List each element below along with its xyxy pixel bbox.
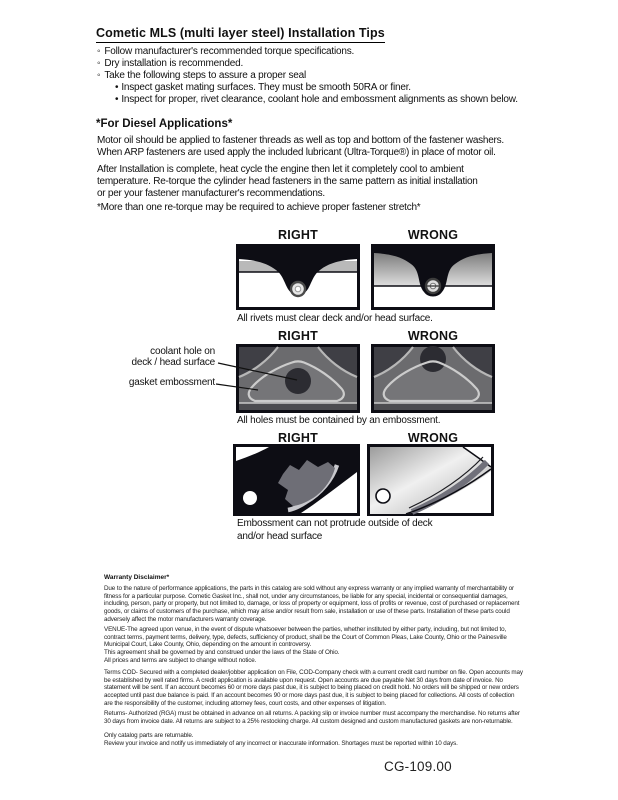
coolant-hole-callout [65, 346, 215, 368]
sub-bullet-item: • Inspect gasket mating surfaces. They must be smooth 50RA or finer. [115, 82, 518, 94]
protrusion-right-diagram [233, 444, 360, 516]
text-line: Review your invoice and notify us immediately of any incorrect or inaccurate information. Shortages must be reported within 10 days. [104, 739, 458, 747]
diesel-paragraph-1 [97, 135, 504, 159]
text-line: or per your fastener manufacturer's recommendations. [97, 188, 325, 200]
rivet-clearance-wrong-diagram [371, 244, 495, 310]
rivet-caption [237, 313, 433, 326]
venue-paragraph [104, 626, 507, 657]
text-line: After Installation is complete, heat cycle the engine then let it completely cool to ambient [97, 164, 464, 175]
text-line: VENUE-The agreed upon venue, in the event of dispute whatsoever between the parties, whether instituted by either party, including, but not limited to, [104, 626, 507, 633]
text-line: Municipal Court, Lake County, Ohio, depending on the amount in controversy. [104, 641, 312, 649]
warranty-disclaimer-heading: Warranty Disclaimer* [104, 574, 170, 581]
wrong-label: WRONG [407, 228, 459, 242]
text-line: Motor oil should be applied to fastener threads as well as top and bottom of the fastener washers. [97, 135, 504, 146]
text-line: goods, or claims of customers of the purchase, which may arise and/or result from sale, installation or use of these parts. Installation of these parts could [104, 608, 510, 616]
text-line: Only catalog parts are returnable. [104, 732, 194, 739]
gasket-embossment-callout [65, 377, 215, 388]
text-line: accepted until past due balance is paid. If an account becomes 90 or more days past due, it is subject to being placed for collections. All costs of collection [104, 692, 515, 700]
text-line: temperature. Re-torque the cylinder head fasteners in the same pattern as initial installation [97, 176, 478, 188]
bullet-item: ◦ Dry installation is recommended. [97, 58, 518, 70]
text-line: contract terms, payment terms, delivery, type, defects, sufficiency of product, shall be the Court of Common Pleas, Lake County, Ohio or the Painesville [104, 633, 507, 641]
protrusion-caption [237, 518, 432, 543]
text-line: Returns- Authorized (RGA) must be obtained in advance on all returns. A packing slip or invoice number must accompany the merchandise. No returns after [104, 710, 520, 717]
text-line: *More than one re-torque may be required to achieve proper fastener stretch* [97, 202, 421, 213]
warranty-paragraph [104, 585, 519, 624]
right-label: RIGHT [278, 431, 318, 445]
text-line: fitness for a particular purpose. Cometic Gasket Inc., shall not, under any circumstances, be liable for any special, incidental or consequential damages, [104, 592, 508, 600]
text-line: statement will be sent. If an account becomes 60 or more days past due, it is subject to being placed on credit hold. No orders will be shipped or new orders [104, 684, 519, 692]
text-line: are the responsibility of the customer, including attorney fees, court costs, and other expenses of litigation. [104, 699, 387, 707]
diesel-paragraph-2 [97, 164, 478, 200]
prices-line [104, 657, 256, 665]
right-label: RIGHT [278, 228, 318, 242]
text-line: All holes must be contained by an embossment. [237, 415, 441, 426]
page-title: Cometic MLS (multi layer steel) Installation Tips [96, 26, 385, 43]
bullet-item: ◦ Follow manufacturer's recommended torque specifications. [97, 46, 518, 58]
installation-tips-list [97, 46, 518, 106]
catalog-returns-paragraph [104, 732, 458, 747]
coolant-hole-right-diagram [236, 344, 360, 413]
wrong-label: WRONG [407, 431, 459, 445]
text-line: Embossment can not protrude outside of deck [237, 518, 433, 529]
sub-bullet-item: • Inspect for proper, rivet clearance, coolant hole and embossment alignments as shown below. [115, 94, 518, 106]
text-line: Terms COD- Secured with a completed dealer/jobber application on File, COD-Company check with a current credit card number on file. Open accounts may [104, 669, 523, 676]
terms-paragraph [104, 669, 523, 708]
rivet-clearance-right-diagram [236, 244, 360, 310]
text-line: When ARP fasteners are used apply the included lubricant (Ultra-Torque®) in place of motor oil. [97, 147, 496, 159]
retorque-note [97, 202, 420, 214]
text-line: gasket embossment [128, 377, 215, 388]
coolant-hole-wrong-diagram [371, 344, 495, 413]
text-line: This agreement shall be governed by and construed under the laws of the State of Ohio. [104, 649, 340, 657]
text-line: and/or head surface [237, 530, 323, 542]
wrong-label: WRONG [407, 329, 459, 343]
text-line: coolant hole on [150, 346, 215, 357]
text-line: including, person, party or property, but not limited to, damage, or loss of property or equipment, loss of profits or revenue, cost of purchased or replacement [104, 600, 520, 608]
text-line: be established by well rated firms. A credit application is available upon request. Open accounts are due payable Net 30 days from date of invoice. No [104, 676, 503, 684]
document-code: CG-109.00 [384, 759, 452, 774]
text-line: adversely affect the motor manufacturers warranty coverage. [104, 615, 267, 623]
returns-paragraph [104, 710, 520, 725]
text-line: deck / head surface [131, 357, 215, 368]
text-line: 30 days from invoice date. All returns are subject to a 25% restocking charge. All custom designed and custom manufactured gaskets are non-returnable. [104, 717, 513, 725]
right-label: RIGHT [278, 329, 318, 343]
text-line: Due to the nature of performance applications, the parts in this catalog are sold without any express warranty or any implied warranty of merchantability or [104, 585, 515, 592]
protrusion-wrong-diagram [367, 444, 494, 516]
diesel-heading: *For Diesel Applications* [96, 118, 233, 130]
bullet-item: ◦ Take the following steps to assure a proper seal [97, 70, 518, 82]
text-line: All prices and terms are subject to change without notice. [104, 657, 257, 664]
embossment-caption [237, 415, 440, 428]
text-line: All rivets must clear deck and/or head surface. [237, 313, 433, 324]
